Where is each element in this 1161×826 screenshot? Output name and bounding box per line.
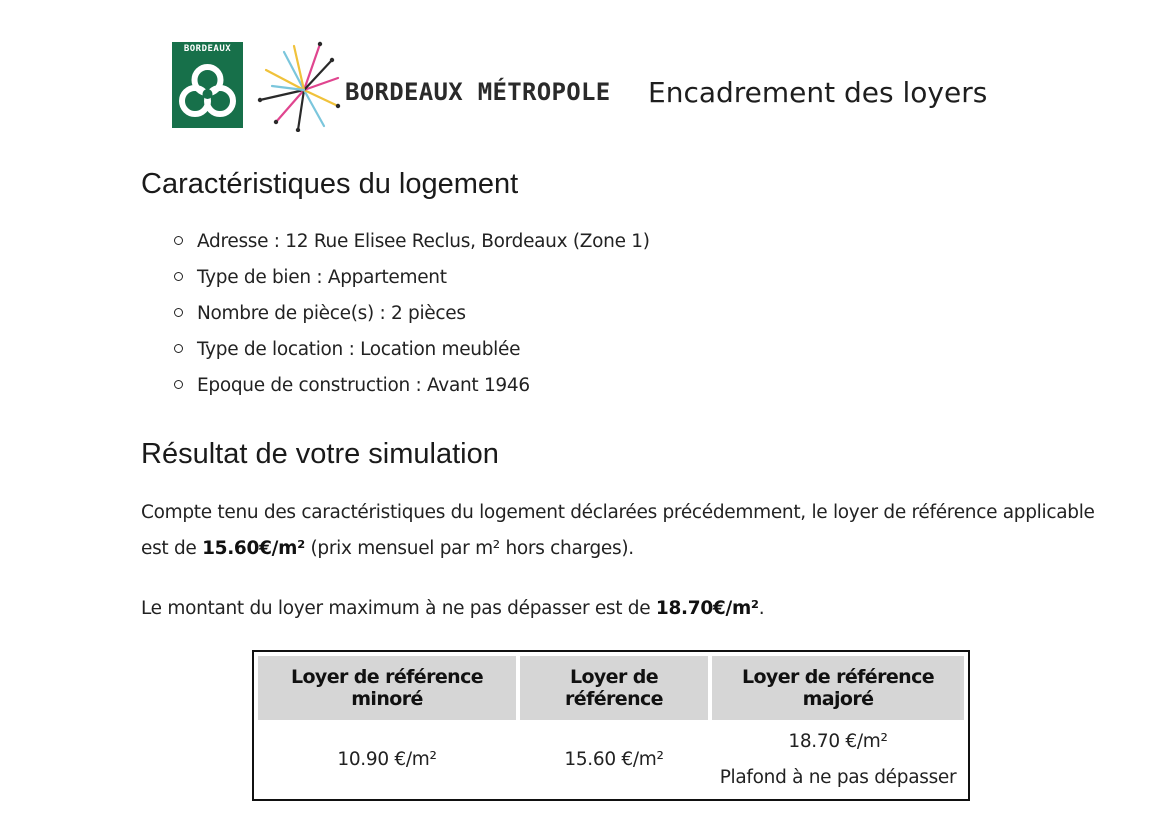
metropole-name: BORDEAUX MÉTROPOLE bbox=[345, 78, 611, 106]
list-item-text: Type de bien : Appartement bbox=[197, 267, 447, 288]
circle-bullet-icon bbox=[174, 380, 183, 389]
list-item-text: Nombre de pièce(s) : 2 pièces bbox=[197, 303, 466, 324]
reference-rent-paragraph bbox=[141, 495, 1101, 567]
header-reference: Loyer de référence bbox=[520, 656, 708, 720]
ceiling-note: Plafond à ne pas dépasser bbox=[719, 767, 957, 788]
value-majore: 18.70 €/m² bbox=[788, 731, 888, 752]
starburst-lines-icon bbox=[254, 40, 342, 132]
cell-majore bbox=[712, 724, 964, 796]
header-majore: Loyer de référence majoré bbox=[712, 656, 964, 720]
page-header bbox=[172, 40, 1072, 132]
reference-text-after: (prix mensuel par m² hors charges). bbox=[304, 538, 634, 559]
reference-rent-value: 15.60€/m² bbox=[202, 538, 305, 559]
max-rent-value: 18.70€/m² bbox=[655, 598, 759, 619]
value-minore: 10.90 €/m² bbox=[337, 749, 437, 770]
characteristics-list bbox=[174, 224, 650, 404]
bordeaux-crescents-icon bbox=[176, 58, 239, 124]
header-minore: Loyer de référence minoré bbox=[258, 656, 516, 720]
list-item bbox=[174, 332, 650, 368]
max-text-before: Le montant du loyer maximum à ne pas dépasser est de bbox=[141, 598, 656, 619]
circle-bullet-icon bbox=[174, 344, 183, 353]
list-item bbox=[174, 368, 650, 404]
value-reference: 15.60 €/m² bbox=[564, 749, 664, 770]
circle-bullet-icon bbox=[174, 272, 183, 281]
list-item bbox=[174, 296, 650, 332]
site-title: Encadrement des loyers bbox=[648, 76, 988, 109]
table-header-row bbox=[258, 656, 964, 720]
characteristics-heading: Caractéristiques du logement bbox=[141, 168, 519, 200]
list-item bbox=[174, 260, 650, 296]
circle-bullet-icon bbox=[174, 308, 183, 317]
list-item bbox=[174, 224, 650, 260]
reference-text-before: Compte tenu des caractéristiques du logement déclarées précédemment, le loyer de référence applicable est de bbox=[141, 502, 1095, 559]
result-heading: Résultat de votre simulation bbox=[141, 438, 499, 470]
bordeaux-city-logo bbox=[172, 42, 243, 128]
table-row bbox=[258, 724, 964, 796]
list-item-text: Epoque de construction : Avant 1946 bbox=[197, 375, 530, 396]
city-logo-text: BORDEAUX bbox=[183, 44, 232, 54]
max-text-after: . bbox=[758, 598, 765, 619]
list-item-text: Adresse : 12 Rue Elisee Reclus, Bordeaux (Zone 1) bbox=[197, 231, 650, 252]
list-item-text: Type de location : Location meublée bbox=[197, 339, 521, 360]
rent-table bbox=[252, 650, 970, 801]
max-rent-paragraph bbox=[141, 591, 1101, 627]
circle-bullet-icon bbox=[174, 236, 183, 245]
